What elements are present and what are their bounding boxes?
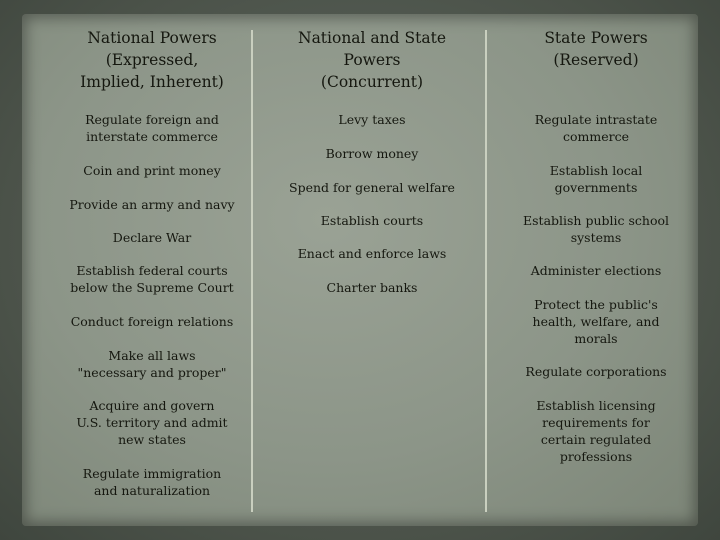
list-item: Regulate corporations bbox=[525, 364, 667, 379]
list-item: Regulate intrastate commerce bbox=[534, 112, 658, 144]
list-item: Regulate foreign and interstate commerce bbox=[85, 112, 219, 144]
state-powers-header bbox=[498, 27, 694, 71]
list-item: Make all laws "necessary and proper" bbox=[77, 348, 227, 380]
list-item: Administer elections bbox=[530, 263, 662, 278]
list-item: Regulate immigration and naturalization bbox=[82, 466, 222, 498]
list-item: Provide an army and navy bbox=[69, 197, 235, 212]
list-item: Establish licensing requirements for certain regulated professions bbox=[536, 398, 656, 464]
header-line: National and State bbox=[298, 29, 446, 47]
list-item: Declare War bbox=[112, 230, 192, 245]
concurrent-powers-header bbox=[272, 27, 472, 93]
list-item: Acquire and govern U.S. territory and admit new states bbox=[76, 398, 228, 447]
header-line: National Powers bbox=[87, 29, 217, 47]
header-line: State Powers bbox=[544, 29, 648, 47]
list-item: Establish public school systems bbox=[523, 213, 669, 245]
list-item: Borrow money bbox=[325, 146, 419, 161]
header-line: (Expressed, bbox=[105, 51, 199, 69]
list-item: Establish federal courts below the Supreme Court bbox=[70, 263, 234, 295]
column-divider bbox=[485, 30, 487, 512]
content-panel bbox=[22, 14, 698, 526]
national-powers-header bbox=[42, 27, 262, 93]
header-line: (Concurrent) bbox=[320, 73, 424, 91]
list-item: Coin and print money bbox=[83, 163, 221, 178]
list-item: Establish courts bbox=[320, 213, 424, 228]
header-line: (Reserved) bbox=[553, 51, 639, 69]
list-item: Conduct foreign relations bbox=[70, 314, 234, 329]
concurrent-powers-column bbox=[272, 14, 472, 526]
list-item: Protect the public's health, welfare, and morals bbox=[532, 297, 660, 346]
national-powers-column bbox=[42, 14, 262, 526]
state-powers-column bbox=[498, 14, 694, 526]
list-item: Levy taxes bbox=[338, 112, 406, 127]
header-line: Powers bbox=[343, 51, 401, 69]
header-line: Implied, Inherent) bbox=[80, 73, 224, 91]
list-item: Spend for general welfare bbox=[289, 180, 455, 195]
list-item: Establish local governments bbox=[549, 163, 643, 195]
list-item: Charter banks bbox=[326, 280, 418, 295]
list-item: Enact and enforce laws bbox=[297, 246, 447, 261]
